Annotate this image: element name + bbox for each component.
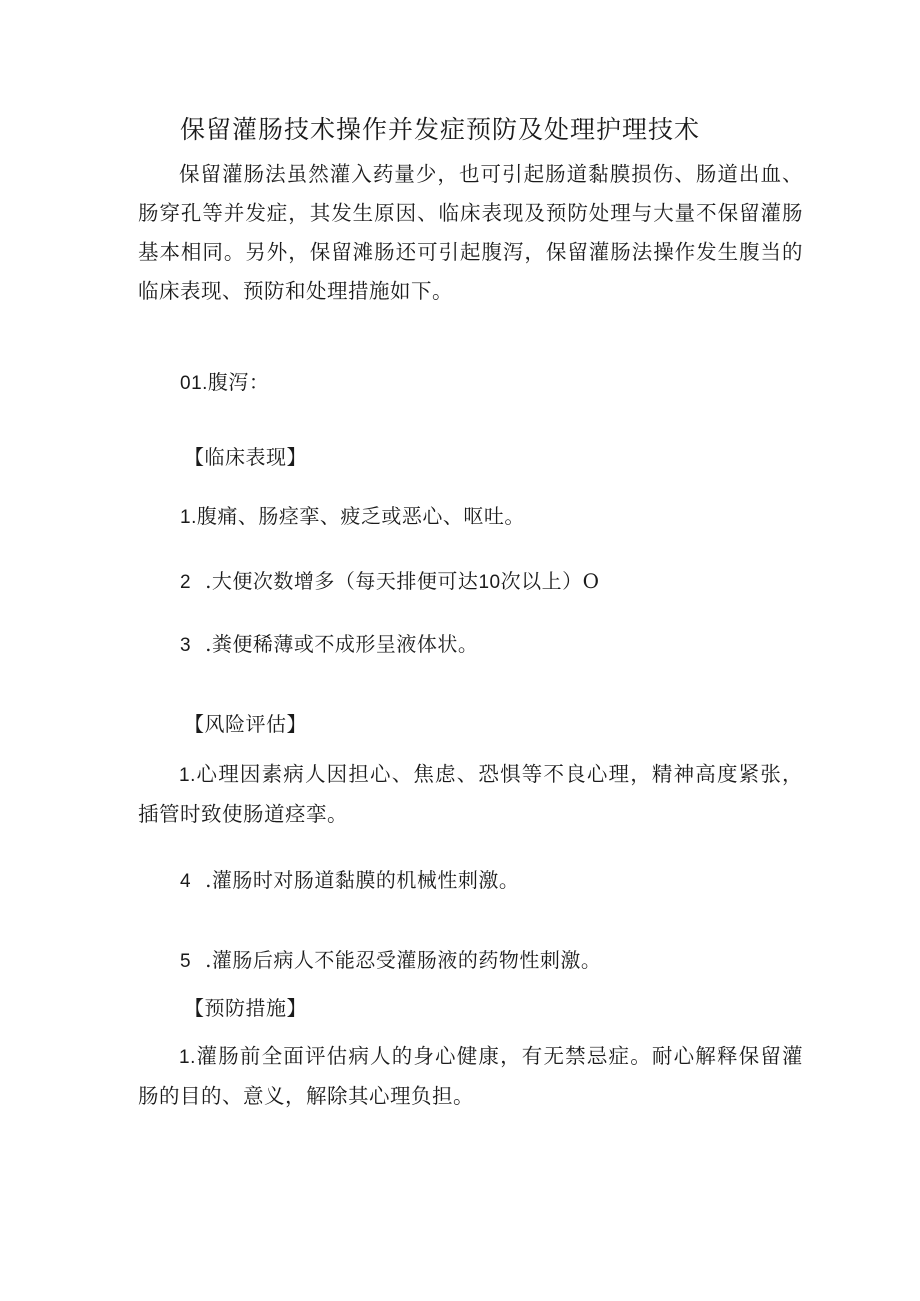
prevention-item-1-number: 1. — [179, 1047, 196, 1068]
risk-item-1 — [138, 755, 803, 834]
risk-heading: 【风险评估】 — [184, 712, 307, 736]
prevention-item-1 — [138, 1037, 803, 1116]
clinical-item-1-number: 1. — [180, 507, 197, 528]
clinical-item-3-number: 3 — [180, 635, 192, 656]
risk-item-1-number: 1. — [179, 765, 196, 786]
document-title: 保留灌肠技术操作并发症预防及处理护理技术 — [180, 115, 701, 144]
clinical-item-2 — [180, 565, 599, 594]
clinical-item-3 — [180, 628, 478, 657]
clinical-item-1 — [180, 500, 525, 529]
prevention-item-1-text: 灌肠前全面评估病人的身心健康，有无禁忌症。耐心解释保留灌肠的目的、意义，解除其心理负担。 — [138, 1044, 803, 1108]
intro-paragraph: 保留灌肠法虽然灌入药量少，也可引起肠道黏膜损伤、肠道出血、肠穿孔等并发症，其发生原因、临床表现及预防处理与大量不保留灌肠基本相同。另外，保留滩肠还可引起腹泻，保留灌肠法操作发生腹当的临床表现、预防和处理措施如下。 — [138, 162, 803, 303]
risk-item-5 — [180, 944, 601, 973]
prevention-heading: 【预防措施】 — [184, 996, 307, 1020]
clinical-item-1-text: 腹痛、肠痉挛、疲乏或恶心、呕吐。 — [196, 504, 525, 528]
clinical-item-2-text: .大便次数增多（每天排便可达 — [205, 569, 479, 593]
clinical-item-3-text: .粪便稀薄或不成形呈液体状。 — [205, 632, 479, 656]
section-01-heading — [180, 366, 269, 395]
risk-item-5-number: 5 — [180, 951, 192, 972]
risk-item-5-text: .灌肠后病人不能忍受灌肠液的药物性刺激。 — [205, 948, 602, 972]
clinical-heading: 【临床表现】 — [184, 445, 307, 469]
section-01-label: 腹泻： — [207, 370, 270, 394]
clinical-item-2-number: 2 — [180, 572, 192, 593]
clinical-item-2-tail: 次以上）O — [500, 569, 600, 593]
risk-item-4 — [180, 864, 519, 893]
risk-item-4-text: .灌肠时对肠道黏膜的机械性刺激。 — [205, 868, 520, 892]
section-01-number: 01. — [180, 373, 208, 394]
risk-item-4-number: 4 — [180, 871, 192, 892]
risk-item-1-text: 心理因素病人因担心、焦虑、恐惧等不良心理，精神高度紧张，插管时致使肠道痉挛。 — [138, 762, 803, 826]
clinical-item-2-count: 10 — [478, 572, 501, 593]
